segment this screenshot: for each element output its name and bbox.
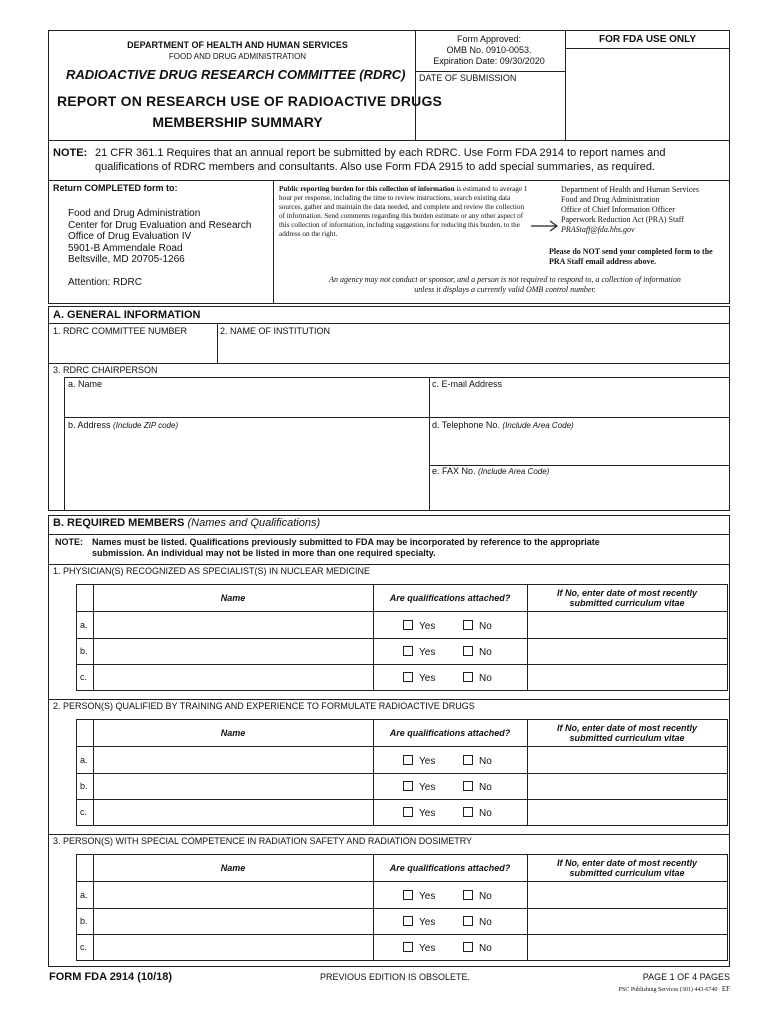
member-name-field[interactable] <box>95 640 369 662</box>
burden-line: collection of information, including suggestions for reducing this <box>291 221 479 229</box>
chair-name-label: a. Name <box>68 379 103 389</box>
section-b-note-line-2: submission. An individual may not be listed in more than one required specialty. <box>92 548 436 558</box>
chairperson-label: 3. RDRC CHAIRPERSON <box>53 365 158 375</box>
row-label: c. <box>80 672 88 682</box>
row-label: a. <box>80 755 88 765</box>
section-b-title: B. REQUIRED MEMBERS (Names and Qualifications) <box>53 517 321 529</box>
date-of-submission-label: DATE OF SUBMISSION <box>419 73 517 83</box>
section-b-note-line-1: Names must be listed. Qualifications previously submitted to FDA may be incorporated by reference to the appropriate <box>92 537 600 547</box>
no-option[interactable]: No <box>463 807 492 819</box>
report-title: REPORT ON RESEARCH USE OF RADIOACTIVE DRUGS <box>57 93 443 109</box>
no-checkbox[interactable] <box>463 890 473 900</box>
cv-date-field[interactable] <box>529 884 725 906</box>
agency-title: FOOD AND DRUG ADMINISTRATION <box>168 52 307 61</box>
summary-title: MEMBERSHIP SUMMARY <box>152 114 323 130</box>
chair-telephone-field[interactable] <box>430 432 727 462</box>
cv-date-field[interactable] <box>529 749 725 771</box>
row-label: b. <box>80 781 88 791</box>
chair-address-field[interactable] <box>66 432 426 509</box>
no-checkbox[interactable] <box>463 781 473 791</box>
group-table <box>76 584 728 691</box>
publisher: PSC Publishing Services (301) 443-6740 EF <box>618 985 730 993</box>
section-a-title: A. GENERAL INFORMATION <box>53 309 201 321</box>
chair-fax-field[interactable] <box>430 478 727 508</box>
burden-heading: Public reporting burden for this collection of information <box>279 185 455 193</box>
col-name-header: Name <box>220 593 246 603</box>
return-label: Return COMPLETED form to: <box>53 183 178 193</box>
col-qualifications-header: Are qualifications attached? <box>389 728 511 738</box>
yes-checkbox[interactable] <box>403 807 413 817</box>
no-option[interactable]: No <box>463 916 492 928</box>
member-name-field[interactable] <box>95 775 369 797</box>
col-qualifications-header: Are qualifications attached? <box>389 863 511 873</box>
chair-email-field[interactable] <box>430 390 727 415</box>
col-cv-date-header: If No, enter date of most recently submitted curriculum vitae <box>556 723 698 743</box>
group-title: 1. PHYSICIAN(S) RECOGNIZED AS SPECIALIST(S) IN NUCLEAR MEDICINE <box>53 566 371 576</box>
row-label: a. <box>80 620 88 630</box>
chair-telephone-label: d. Telephone No. (Include Area Code) <box>432 420 574 430</box>
no-option[interactable]: No <box>463 646 492 658</box>
pra-email: PRAStaff@fda.hhs.gov <box>561 225 635 234</box>
no-checkbox[interactable] <box>463 646 473 656</box>
yes-option[interactable]: Yes <box>403 646 435 658</box>
dhhs-address <box>561 185 727 235</box>
col-name-header: Name <box>220 728 246 738</box>
yes-option[interactable]: Yes <box>403 620 435 632</box>
note-line-1: 21 CFR 361.1 Requires that an annual report be submitted by each RDRC. Use Form FDA 2914 to report names and <box>95 147 666 159</box>
burden-statement <box>279 185 529 239</box>
dhhs-line: Department of Health and Human Services <box>561 185 699 194</box>
yes-checkbox[interactable] <box>403 781 413 791</box>
yes-checkbox[interactable] <box>403 646 413 656</box>
member-name-field[interactable] <box>95 884 369 906</box>
note-label: NOTE: <box>53 147 88 159</box>
yes-option[interactable]: Yes <box>403 807 435 819</box>
yes-checkbox[interactable] <box>403 890 413 900</box>
chair-address-label: b. Address (Include ZIP code) <box>68 420 179 430</box>
no-checkbox[interactable] <box>463 755 473 765</box>
no-checkbox[interactable] <box>463 942 473 952</box>
member-name-field[interactable] <box>95 614 369 636</box>
obsolete-note: PREVIOUS EDITION IS OBSOLETE. <box>319 972 471 982</box>
return-line: Food and Drug Administration <box>68 208 201 219</box>
col-name-header: Name <box>220 863 246 873</box>
do-not-send-note: Please do NOT send your completed form to the PRA Staff email address above. <box>549 247 713 266</box>
form-approved: Form Approved: <box>456 34 522 44</box>
return-line: 5901-B Ammendale Road <box>68 242 183 254</box>
no-checkbox[interactable] <box>463 807 473 817</box>
no-option[interactable]: No <box>463 942 492 954</box>
yes-option[interactable]: Yes <box>403 916 435 928</box>
yes-checkbox[interactable] <box>403 620 413 630</box>
dhhs-line: Paperwork Reduction Act (PRA) Staff <box>561 215 684 224</box>
no-checkbox[interactable] <box>463 916 473 926</box>
yes-checkbox[interactable] <box>403 942 413 952</box>
col-qualifications-header: Are qualifications attached? <box>389 593 511 603</box>
col-cv-date-header: If No, enter date of most recently submitted curriculum vitae <box>556 858 698 878</box>
col-cv-date-header: If No, enter date of most recently submitted curriculum vitae <box>556 588 698 608</box>
row-label: b. <box>80 646 88 656</box>
return-line: Center for Drug Evaluation and Research <box>68 219 252 231</box>
burden-line: needed, and complete and review the collection of information. Send <box>279 203 525 220</box>
institution-field[interactable] <box>218 338 728 362</box>
no-option[interactable]: No <box>463 672 492 684</box>
cv-date-field[interactable] <box>529 640 725 662</box>
row-label: c. <box>80 807 88 817</box>
no-checkbox[interactable] <box>463 672 473 682</box>
chair-fax-label: e. FAX No. (Include Area Code) <box>432 466 550 476</box>
omb-number: OMB No. 0910-0053. <box>446 45 532 55</box>
yes-option[interactable]: Yes <box>403 942 435 954</box>
cv-date-field[interactable] <box>529 614 725 636</box>
form-id: FORM FDA 2914 (10/18) <box>49 971 173 983</box>
member-name-field[interactable] <box>95 666 369 688</box>
return-line: Beltsville, MD 20705-1266 <box>68 254 185 265</box>
dhhs-line: Office of Chief Information Officer <box>561 205 675 214</box>
yes-option[interactable]: Yes <box>403 755 435 767</box>
group-title: 2. PERSON(S) QUALIFIED BY TRAINING AND EXPERIENCE TO FORMULATE RADIOACTIVE DRUGS <box>53 701 475 711</box>
return-line: Office of Drug Evaluation IV <box>68 231 192 242</box>
yes-option[interactable]: Yes <box>403 890 435 902</box>
no-option[interactable]: No <box>463 755 492 767</box>
rdrc-number-label: 1. RDRC COMMITTEE NUMBER <box>53 326 188 336</box>
expiration-date: Expiration Date: 09/30/2020 <box>433 56 545 66</box>
dhhs-line: Food and Drug Administration <box>561 195 660 204</box>
cv-date-field[interactable] <box>529 666 725 688</box>
burden-line: comments regarding this burden estimate or any other aspect of this <box>279 212 524 229</box>
cv-date-field[interactable] <box>529 801 725 823</box>
member-name-field[interactable] <box>95 936 369 958</box>
committee-title: RADIOACTIVE DRUG RESEARCH COMMITTEE (RDRC) <box>66 67 406 82</box>
group-title: 3. PERSON(S) WITH SPECIAL COMPETENCE IN RADIATION SAFETY AND RADIATION DOSIMETRY <box>53 836 473 846</box>
page-number: PAGE 1 OF 4 PAGES <box>642 972 730 982</box>
agency-note: An agency may not conduct or sponsor, and a person is not required to respond to, a collection of information unless it displays a currently valid OMB control number. <box>329 275 681 294</box>
member-name-field[interactable] <box>95 801 369 823</box>
yes-checkbox[interactable] <box>403 672 413 682</box>
rdrc-number-field[interactable] <box>50 338 214 362</box>
note-line-2: qualifications of RDRC members and consultants. Also use Form FDA 2915 to add special summaries, as required. <box>95 161 656 173</box>
no-checkbox[interactable] <box>463 620 473 630</box>
institution-label: 2. NAME OF INSTITUTION <box>220 326 331 336</box>
no-option[interactable]: No <box>463 781 492 793</box>
member-name-field[interactable] <box>95 749 369 771</box>
burden-line: is estimated to average 1 hour per response, including the time to review <box>279 185 528 202</box>
burden-line: instructions, search existing data sources, gather and maintain the data <box>279 194 511 211</box>
group-table <box>76 854 728 961</box>
attention-line: Attention: RDRC <box>68 277 142 288</box>
yes-option[interactable]: Yes <box>403 672 435 684</box>
chair-email-label: c. E-mail Address <box>432 379 503 389</box>
section-b-note-label: NOTE: <box>55 537 83 547</box>
cv-date-field[interactable] <box>529 775 725 797</box>
fda-use-only: FOR FDA USE ONLY <box>598 34 697 45</box>
no-option[interactable]: No <box>463 890 492 902</box>
cv-date-field[interactable] <box>529 936 725 958</box>
arrow-right-icon <box>530 220 560 232</box>
dept-title: DEPARTMENT OF HEALTH AND HUMAN SERVICES <box>127 40 348 50</box>
row-label: a. <box>80 890 88 900</box>
yes-option[interactable]: Yes <box>403 781 435 793</box>
group-table <box>76 719 728 826</box>
burden-line: burden, to the address on the right. <box>279 221 520 238</box>
yes-checkbox[interactable] <box>403 755 413 765</box>
member-name-field[interactable] <box>95 910 369 932</box>
yes-checkbox[interactable] <box>403 916 413 926</box>
row-label: b. <box>80 916 88 926</box>
date-of-submission-field[interactable] <box>416 85 563 139</box>
no-option[interactable]: No <box>463 620 492 632</box>
return-address <box>68 208 251 266</box>
chair-name-field[interactable] <box>66 390 426 415</box>
row-label: c. <box>80 942 88 952</box>
cv-date-field[interactable] <box>529 910 725 932</box>
